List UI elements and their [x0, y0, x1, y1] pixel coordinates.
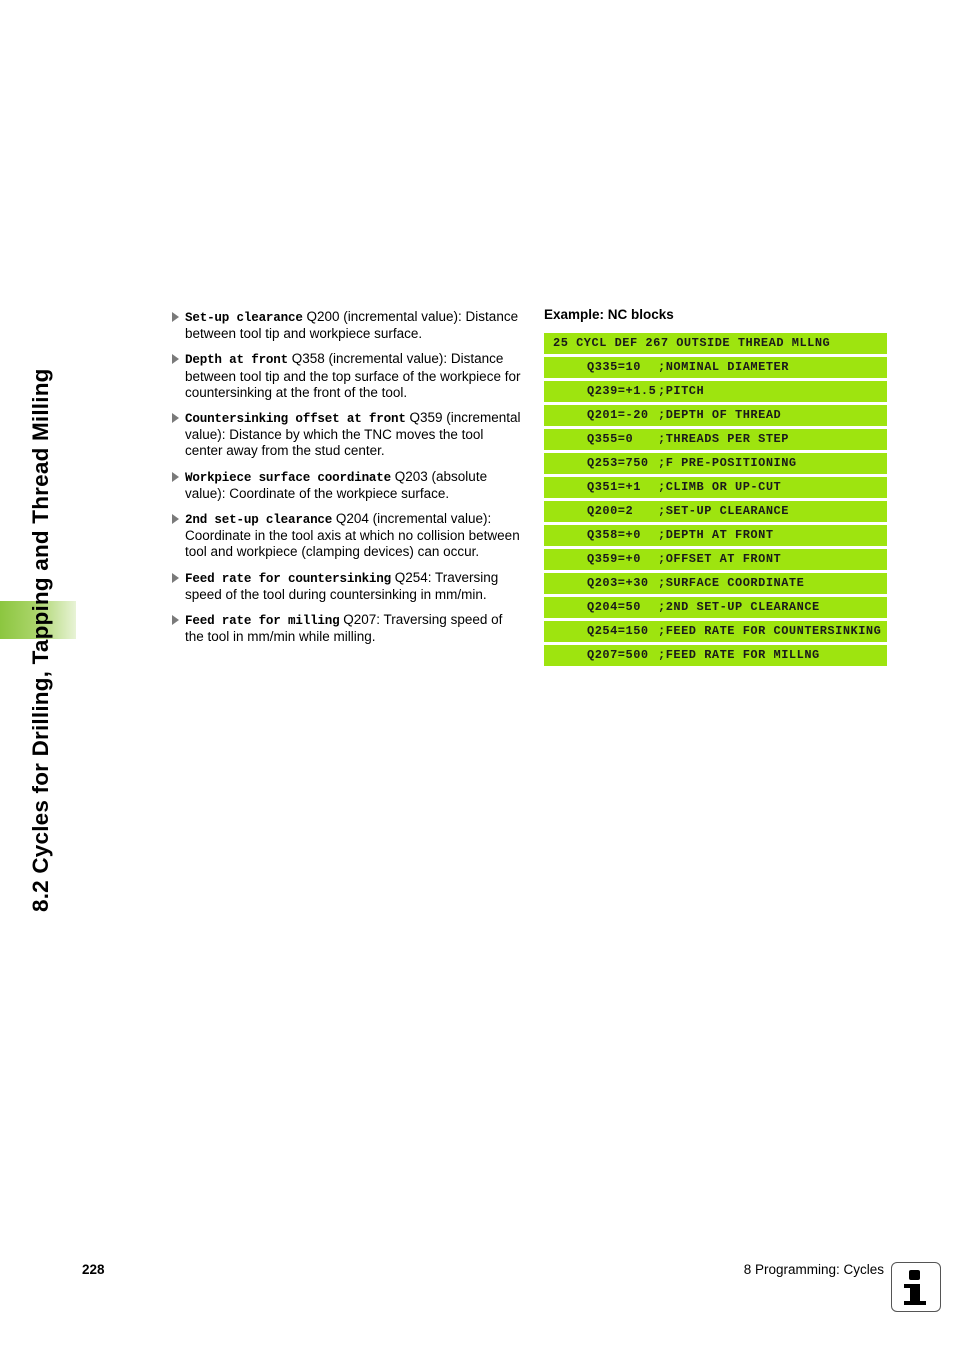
parameter-description: Q207: Traversing speed of the tool in mm/min while milling. — [185, 612, 503, 645]
parameter-item — [172, 612, 524, 645]
nc-comment: ;SURFACE COORDINATE — [658, 576, 805, 590]
nc-q-parameter: Q254=150 — [587, 624, 649, 638]
info-icon-dot — [909, 1270, 920, 1280]
nc-comment: ;NOMINAL DIAMETER — [658, 360, 789, 374]
info-icon — [891, 1262, 941, 1312]
parameter-name: 2nd set-up clearance — [185, 513, 333, 528]
nc-block-line — [544, 621, 887, 642]
nc-comment: ;FEED RATE FOR MILLNG — [658, 648, 820, 662]
footer-chapter-title: 8 Programming: Cycles — [743, 1262, 884, 1277]
nc-q-parameter: Q351=+1 — [587, 480, 641, 494]
nc-block-line — [544, 477, 887, 498]
nc-q-parameter: Q204=50 — [587, 600, 641, 614]
nc-block-line — [544, 525, 887, 546]
nc-example — [544, 307, 887, 669]
example-heading: Example: NC blocks — [544, 307, 674, 322]
chapter-side-title-text: 8.2 Cycles for Drilling, Tapping and Thread Milling — [28, 368, 53, 912]
nc-block-line — [544, 405, 887, 426]
parameter-item — [172, 511, 524, 561]
nc-q-parameter: Q203=+30 — [587, 576, 649, 590]
nc-comment: ;OFFSET AT FRONT — [658, 552, 782, 566]
parameter-item — [172, 410, 524, 460]
nc-comment: ;PITCH — [658, 384, 705, 398]
parameter-description: Q204 (incremental value): Coordinate in the tool axis at which no collision between tool and workpiece (clamping devices) can occur. — [185, 511, 520, 560]
nc-block-header: 25 CYCL DEF 267 OUTSIDE THREAD MLLNG — [544, 333, 887, 354]
parameter-list — [172, 309, 524, 654]
parameter-name: Depth at front — [185, 353, 289, 368]
parameter-item — [172, 309, 524, 342]
bullet-arrow-icon — [172, 472, 179, 482]
nc-comment: ;SET-UP CLEARANCE — [658, 504, 789, 518]
nc-comment: ;DEPTH AT FRONT — [658, 528, 774, 542]
nc-q-parameter: Q355=0 — [587, 432, 634, 446]
parameter-description: Q358 (incremental value): Distance between tool tip and the top surface of the workpiece for countersinking at the front of the tool. — [185, 351, 521, 400]
nc-comment: ;F PRE-POSITIONING — [658, 456, 797, 470]
parameter-name: Feed rate for countersinking — [185, 571, 392, 586]
bullet-arrow-icon — [172, 514, 179, 524]
nc-block-line — [544, 645, 887, 666]
nc-q-parameter: Q253=750 — [587, 456, 649, 470]
bullet-arrow-icon — [172, 615, 179, 625]
parameter-item — [172, 351, 524, 401]
parameter-name: Workpiece surface coordinate — [185, 470, 392, 485]
nc-block-line — [544, 501, 887, 522]
bullet-arrow-icon — [172, 573, 179, 583]
nc-comment: ;CLIMB OR UP-CUT — [658, 480, 782, 494]
nc-block-line — [544, 573, 887, 594]
nc-comment: ;FEED RATE FOR COUNTERSINKING — [658, 624, 882, 638]
nc-comment: ;2ND SET-UP CLEARANCE — [658, 600, 820, 614]
nc-q-parameter: Q200=2 — [587, 504, 634, 518]
nc-q-parameter: Q239=+1.5 — [587, 384, 657, 398]
parameter-item — [172, 469, 524, 502]
bullet-arrow-icon — [172, 413, 179, 423]
nc-q-parameter: Q358=+0 — [587, 528, 641, 542]
parameter-name: Set-up clearance — [185, 311, 303, 325]
parameter-name: Countersinking offset at front — [185, 412, 406, 427]
nc-q-parameter: Q207=500 — [587, 648, 649, 662]
page-number: 228 — [82, 1262, 105, 1277]
nc-q-parameter: Q335=10 — [587, 360, 641, 374]
nc-q-parameter: Q201=-20 — [587, 408, 649, 422]
nc-block-line — [544, 357, 887, 378]
bullet-arrow-icon — [172, 354, 179, 364]
parameter-item — [172, 570, 524, 603]
nc-block-line — [544, 381, 887, 402]
nc-block-line — [544, 597, 887, 618]
parameter-description: Q254: Traversing speed of the tool during countersinking in mm/min. — [185, 569, 499, 602]
nc-q-parameter: Q359=+0 — [587, 552, 641, 566]
nc-block-line — [544, 549, 887, 570]
parameter-description: Q200 (incremental value): Distance between tool tip and workpiece surface. — [185, 309, 519, 342]
nc-comment: ;DEPTH OF THREAD — [658, 408, 782, 422]
parameter-description: Q203 (absolute value): Coordinate of the workpiece surface. — [185, 468, 488, 501]
nc-block-line — [544, 453, 887, 474]
parameter-name: Feed rate for milling — [185, 614, 340, 629]
parameter-description: Q359 (incremental value): Distance by which the TNC moves the tool center away from the stud center. — [185, 410, 521, 459]
chapter-side-title — [28, 310, 62, 910]
nc-block-line — [544, 429, 887, 450]
bullet-arrow-icon — [172, 312, 179, 322]
nc-comment: ;THREADS PER STEP — [658, 432, 789, 446]
info-icon-base — [904, 1301, 926, 1305]
